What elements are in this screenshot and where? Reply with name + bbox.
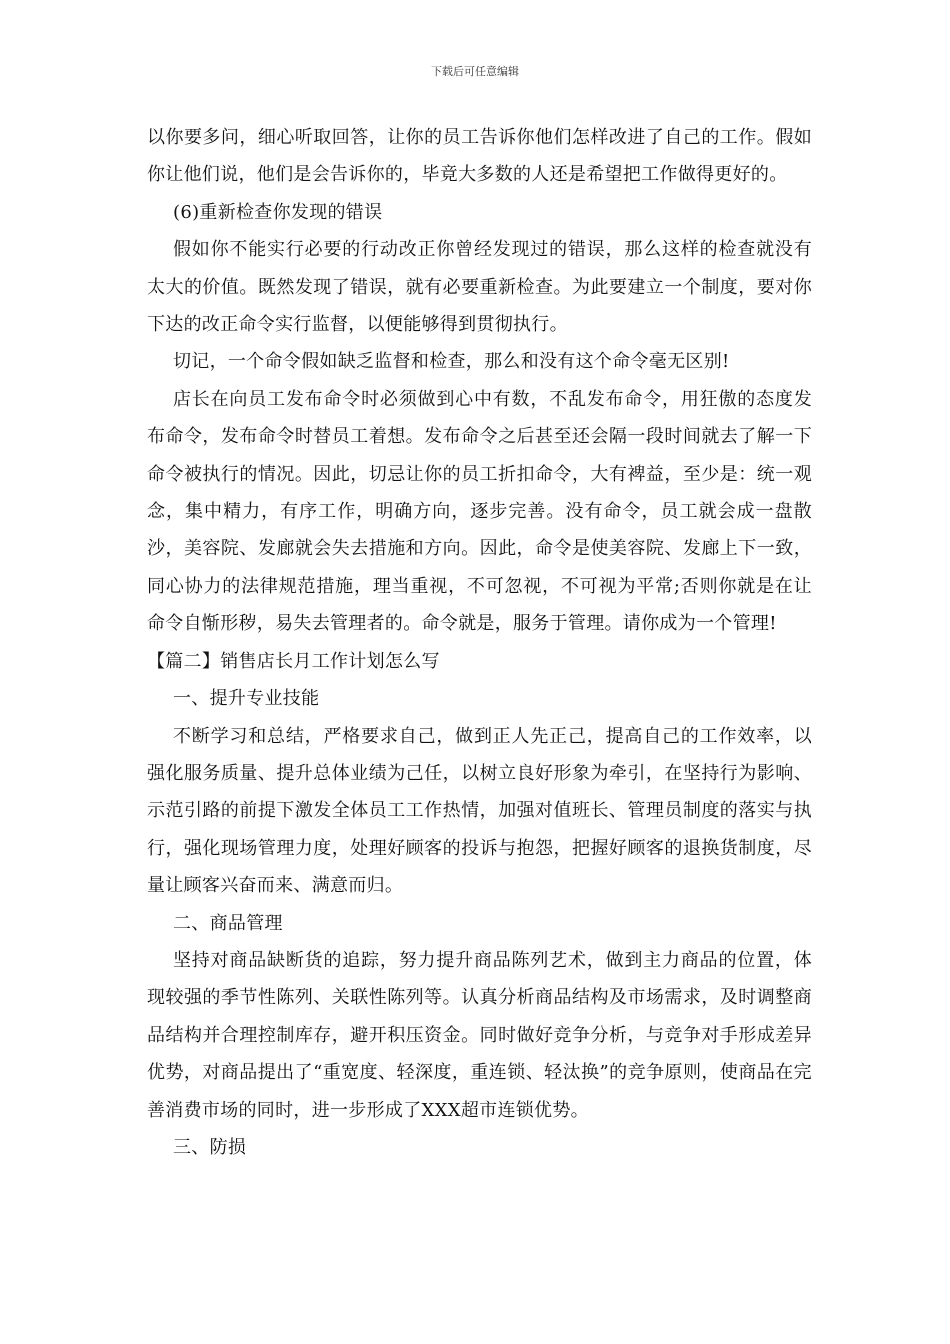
paragraph-4: 切记，一个命令假如缺乏监督和检查，那么和没有这个命令毫无区别! xyxy=(173,351,730,373)
document-body xyxy=(147,119,812,1166)
paragraph-5: 店长在向员工发布命令时必须做到心中有数，不乱发布命令，用狂傲的态度发布命令，发布命令时替员工着想。发布命令之后甚至还会隔一段时间就去了解一下命令被执行的情况。因此，切忌让你的员工折扣命令，大有裨益，至少是：统一观念，集中精力，有序工作，明确方向，逐步完善。没有命令，员工就会成一盘散沙，美容院、发廊就会失去措施和方向。因此，命令是使美容院、发廊上下一致，同心协力的法律规范措施，理当重视，不可忽视，不可视为平常;否则你就是在让命令自惭形秽，易失去管理者的。命令就是，服务于管理。请你成为一个管理! xyxy=(147,388,812,635)
paragraph-8: 不断学习和总结，严格要求自己，做到正人先正己，提高自己的工作效率，以强化服务质量、提升总体业绩为己任，以树立良好形象为牵引，在坚持行为影响、示范引路的前提下激发全体员工工作热情，加强对值班长、管理员制度的落实与执行，强化现场管理力度，处理好顾客的投诉与抱怨，把握好顾客的退换货制度，尽量让顾客兴奋而来、满意而归。 xyxy=(147,725,812,897)
heading-recheck-errors: (6)重新检查你发现的错误 xyxy=(173,201,383,223)
heading-merchandise-management: 二、商品管理 xyxy=(173,912,283,934)
heading-loss-prevention: 三、防损 xyxy=(173,1136,247,1158)
paragraph-3: 假如你不能实行必要的行动改正你曾经发现过的错误，那么这样的检查就没有太大的价值。既然发现了错误，就有必要重新检查。为此要建立一个制度，要对你下达的改正命令实行监督，以便能够得到贯彻执行。 xyxy=(147,239,812,336)
heading-professional-skills: 一、提升专业技能 xyxy=(173,688,320,710)
page-header: 下载后可任意编辑 xyxy=(431,65,519,78)
paragraph-1: 以你要多问，细心听取回答，让你的员工告诉你他们怎样改进了自己的工作。假如你让他们说，他们是会告诉你的，毕竟大多数的人还是希望把工作做得更好的。 xyxy=(147,127,812,186)
paragraph-10: 坚持对商品缺断货的追踪，努力提升商品陈列艺术，做到主力商品的位置，体现较强的季节性陈列、关联性陈列等。认真分析商品结构及市场需求，及时调整商品结构并合理控制库存，避开积压资金。同时做好竞争分析，与竞争对手形成差异优势，对商品提出了“重宽度、轻深度，重连锁、轻汰换”的竞争原则，使商品在完善消费市场的同时，进一步形成了XXX超市连锁优势。 xyxy=(147,949,812,1121)
section-title-part-two: 【篇二】销售店长月工作计划怎么写 xyxy=(147,650,440,672)
